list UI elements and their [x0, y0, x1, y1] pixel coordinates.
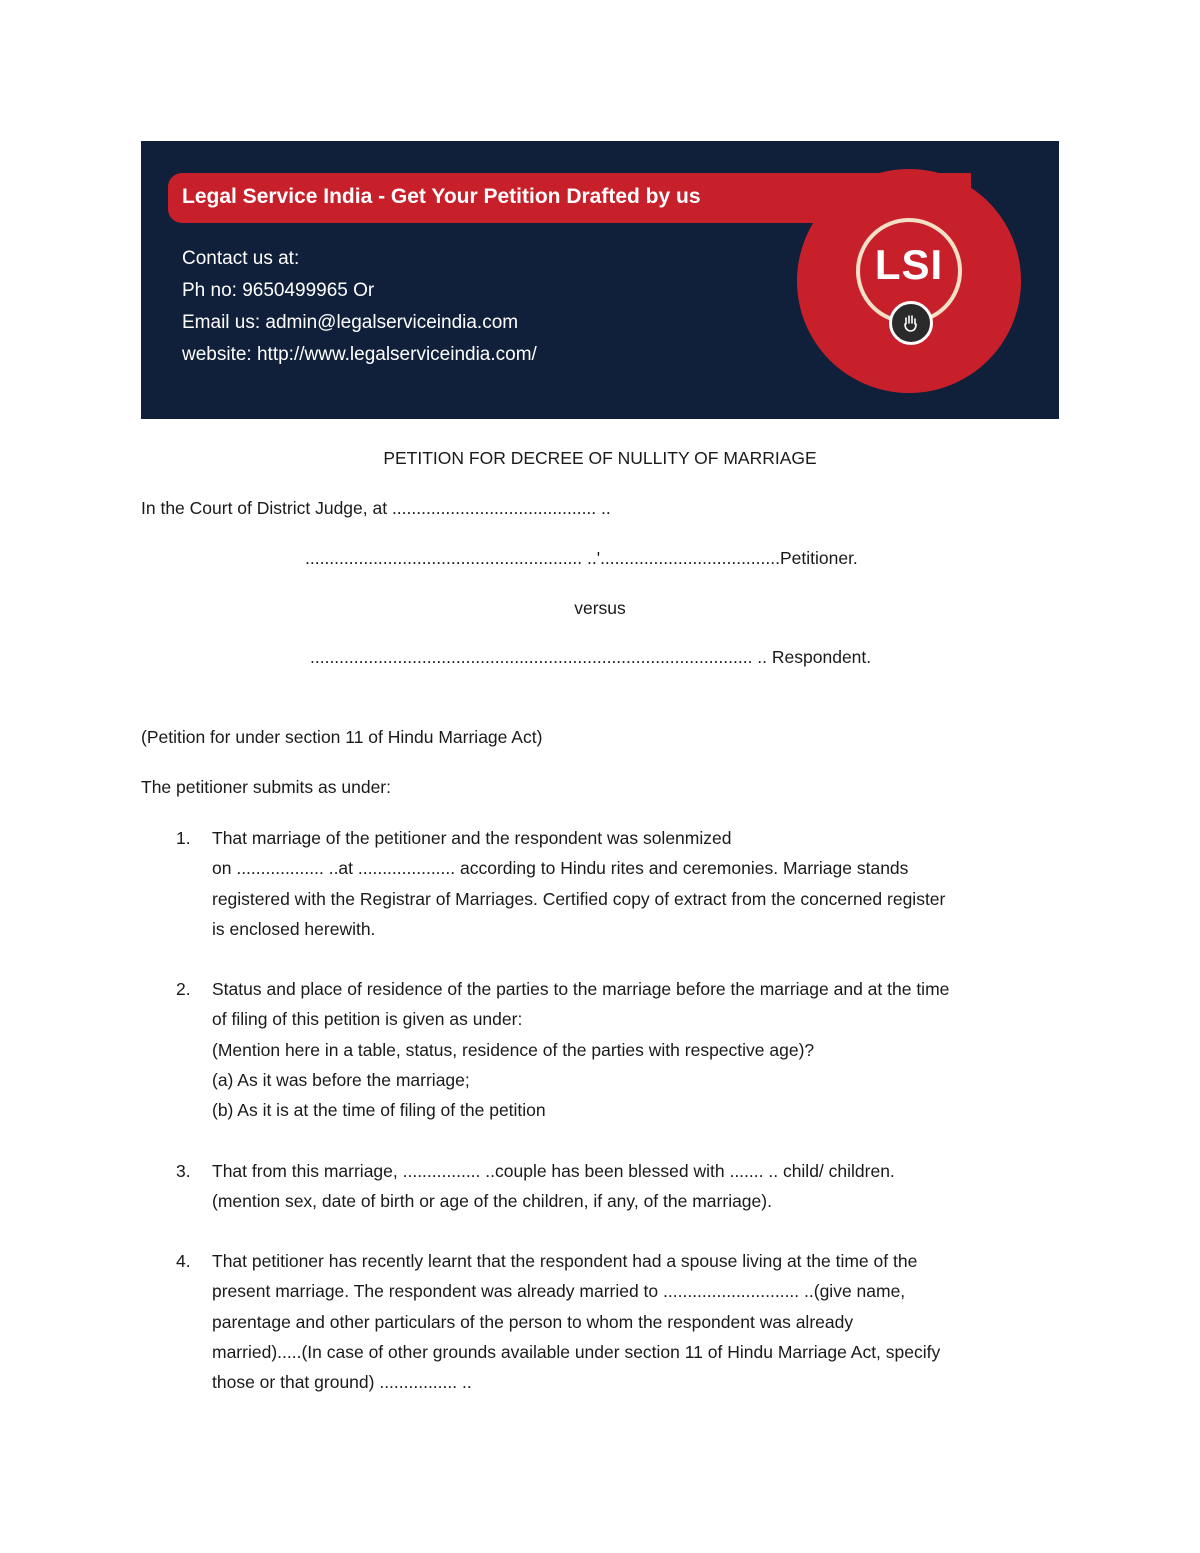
item-2-number: 2.	[176, 979, 191, 999]
petitioner-line: ......................................................... ..'.....................................Petitioner.	[305, 548, 858, 568]
item-1-number: 1.	[176, 828, 191, 848]
item-2-line-1: Status and place of residence of the parties to the marriage before the marriage and at the time	[212, 979, 950, 999]
section-line: (Petition for under section 11 of Hindu Marriage Act)	[141, 727, 543, 747]
item-2-line-2: of filing of this petition is given as under:	[212, 1009, 523, 1030]
item-1-line-2: on .................. ..at .................... according to Hindu rites and ceremonies. Marriage stands	[212, 858, 909, 879]
court-line: In the Court of District Judge, at .......................................... ..	[141, 498, 611, 518]
banner-title: Legal Service India - Get Your Petition Drafted by us	[182, 185, 701, 208]
contact-heading: Contact us at:	[182, 248, 300, 269]
list-item	[212, 1246, 1062, 1397]
intro-line: The petitioner submits as under:	[141, 777, 391, 797]
banner-title-bar-extension	[821, 173, 971, 223]
item-2-line-4: (a) As it was before the marriage;	[212, 1069, 470, 1090]
contact-email: Email us: admin@legalserviceindia.com	[182, 312, 519, 333]
versus-label: versus	[574, 598, 626, 618]
document-title: PETITION FOR DECREE OF NULLITY OF MARRIAGE	[383, 448, 817, 468]
item-3-line-1: That from this marriage, ................ ..couple has been blessed with ....... .. child/ children.	[212, 1161, 895, 1181]
item-3-line-2: (mention sex, date of birth or age of the children, if any, of the marriage).	[212, 1191, 772, 1212]
item-1-line-4: is enclosed herewith.	[212, 918, 376, 939]
item-4-line-1: That petitioner has recently learnt that the respondent had a spouse living at the time of the	[212, 1251, 918, 1271]
item-1-line-3: registered with the Registrar of Marriages. Certified copy of extract from the concerned register	[212, 888, 946, 909]
item-4-line-2: present marriage. The respondent was already married to ............................ ..(give name,	[212, 1281, 906, 1302]
item-4-number: 4.	[176, 1251, 191, 1271]
list-item	[212, 1156, 1062, 1217]
item-1-line-1: That marriage of the petitioner and the respondent was solenmized	[212, 828, 732, 848]
item-4-line-4: married).....(In case of other grounds available under section 11 of Hindu Marriage Act, specify	[212, 1341, 941, 1362]
list-item	[212, 823, 1062, 944]
item-2-line-3: (Mention here in a table, status, residence of the parties with respective age)?	[212, 1039, 815, 1060]
logo: LSI	[874, 241, 944, 288]
respondent-line: ........................................................................................... .. Respondent.	[310, 647, 872, 667]
contact-website: website: http://www.legalserviceindia.com/	[182, 344, 537, 365]
hand-gesture-icon	[889, 301, 933, 345]
list-item	[212, 974, 1062, 1125]
item-2-line-5: (b) As it is at the time of filing of the petition	[212, 1100, 546, 1121]
contact-phone: Ph no: 9650499965 Or	[182, 280, 375, 301]
item-4-line-5: those or that ground) ................ ..	[212, 1372, 472, 1393]
header-banner	[141, 141, 1059, 419]
item-4-line-3: parentage and other particulars of the person to whom the respondent was already	[212, 1311, 854, 1332]
item-3-number: 3.	[176, 1161, 191, 1181]
